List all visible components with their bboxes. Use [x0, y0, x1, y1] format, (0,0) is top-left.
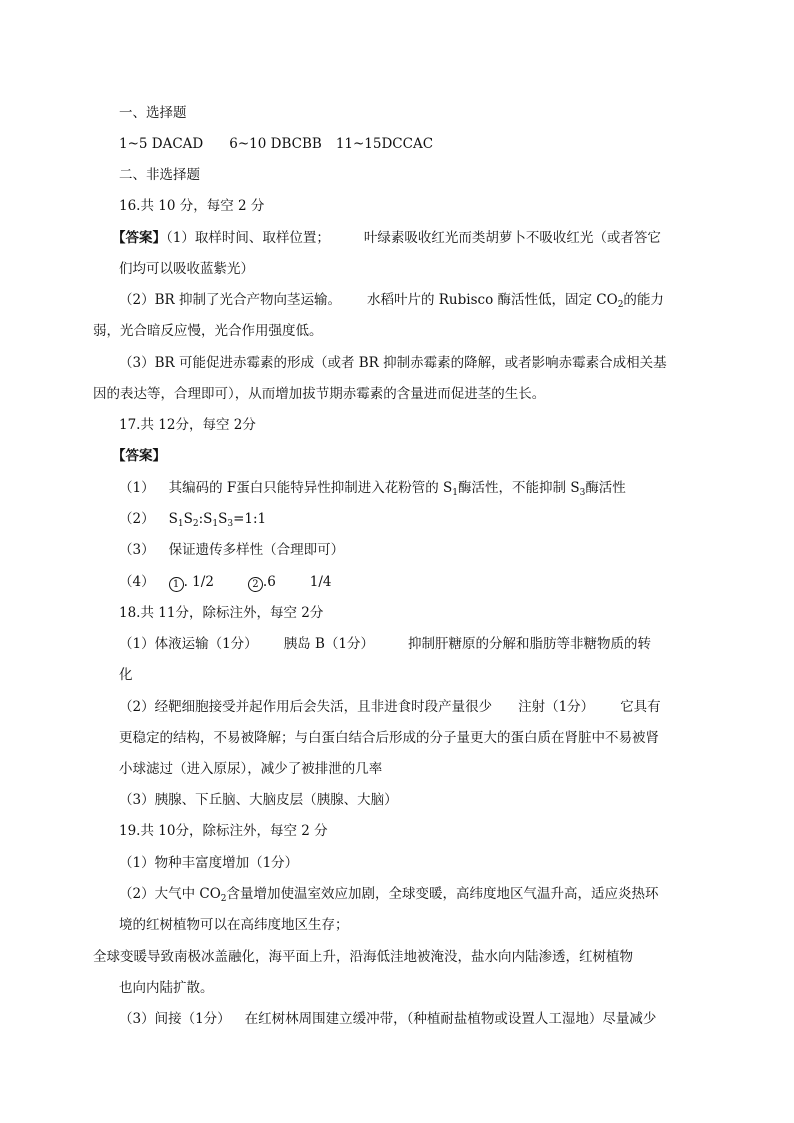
q18-p1-part4: 化: [119, 667, 133, 683]
circled-number-2-icon: 2: [248, 577, 263, 592]
q16-p2-part2: 水稻叶片的 Rubisco 酶活性低，固定 CO: [366, 292, 618, 308]
circled-number-1-icon: 1: [169, 577, 184, 592]
q17-p1-part2: 酶活性，不能抑制 S: [458, 480, 580, 496]
choice-answers: [119, 135, 433, 153]
q19-p2-co2-sub: 2: [220, 894, 227, 904]
q18-p1-line2: [119, 666, 133, 684]
section-title-choice-text: 一、选择题: [119, 105, 187, 121]
q19-p3-part2: 在红树林周围建立缓冲带，（种植耐盐植物或设置人工湿地）尽量减少: [244, 1011, 657, 1027]
q16-p3-part2: 因的表达等，合理即可），从而增加拔节期赤霉素的含量进而促进茎的生长。: [93, 386, 546, 402]
q16-header: [119, 197, 264, 215]
q17-header-text: 17.共 12分，每空 2分: [119, 417, 256, 433]
q17-p4-value1: . 1/2: [183, 574, 214, 590]
q16-p2-part4: 弱，光合暗反应慢，光合作用强度低。: [93, 323, 323, 339]
q18-header: [119, 604, 323, 622]
q17-p3-num: （3）: [119, 542, 155, 558]
q17-p2-s1: S: [168, 511, 178, 527]
q17-p2-s4-sub: 3: [227, 519, 234, 529]
q17-answer-tag: 【答案】: [112, 448, 166, 464]
q16-p1-part3: 们均可以吸收蓝紫光）: [119, 261, 254, 277]
q16-p2-co2-sub: 2: [617, 300, 624, 310]
q17-p1-sub1: 1: [452, 488, 459, 498]
q19-p2-line2: [119, 916, 349, 934]
q19-p2-line1: [119, 885, 659, 908]
choice-answers-1-5: 1~5 DACAD: [119, 136, 204, 152]
q18-p1-part1: （1）体液运输（1分）: [119, 636, 258, 652]
q19-p2-line3: [93, 948, 633, 966]
q17-p2-ratio: =1:1: [233, 511, 267, 527]
q16-answer-tag: 【答案】: [112, 230, 166, 246]
q17-answer-tag-line: [112, 447, 166, 465]
q18-p1-line1: [119, 635, 651, 653]
q17-p3-text: 保证遗传多样性（合理即可）: [168, 542, 345, 558]
choice-answers-6-10: 6~10 DBCBB: [229, 136, 322, 152]
section-title-nonchoice-text: 二、非选择题: [119, 167, 200, 183]
q17-p1-num: （1）: [119, 480, 155, 496]
q18-p2-part5: 小球滤过（进入原尿），减少了被排泄的几率: [119, 761, 383, 777]
q17-p2-num: （2）: [119, 511, 155, 527]
q16-p3-line1: [119, 354, 667, 372]
q17-p4-value2: .6: [262, 574, 276, 590]
q16-answer-line2: [119, 260, 254, 278]
q19-p3: [119, 1010, 656, 1028]
q19-p1-text: （1）物种丰富度增加（1分）: [119, 855, 299, 871]
q17-p3: [119, 541, 344, 559]
q16-answer-line1: [112, 229, 661, 247]
q16-p2-part1: （2）BR 抑制了光合产物向茎运输。: [119, 292, 341, 308]
q16-p3-line2: [93, 385, 545, 403]
q17-p4-value3: 1/4: [309, 574, 332, 590]
q18-p1-part3: 抑制肝糖原的分解和脂肪等非糖物质的转: [408, 636, 651, 652]
q17-p2-s1-sub: 1: [177, 519, 184, 529]
q17-p2-sep: :: [198, 511, 204, 527]
q16-p2-part3: 的能力: [623, 292, 664, 308]
q16-header-text: 16.共 10 分，每空 2 分: [119, 198, 265, 214]
q18-p3-text: （3）胰腺、下丘脑、大脑皮层（胰腺、大脑）: [119, 792, 398, 808]
q19-p2-part5: 也向内陆扩散。: [119, 980, 214, 996]
q18-p2-part1: （2）经靶细胞接受并起作用后会失活，且非进食时段产量很少: [119, 699, 493, 715]
q17-p2-s4: S: [218, 511, 228, 527]
q19-p2-line4: [119, 979, 214, 997]
q17-p1-sub2: 3: [579, 488, 586, 498]
q17-header: [119, 416, 256, 434]
q18-p2-line2: [119, 729, 659, 747]
q19-p1: [119, 854, 298, 872]
q18-p2-part3: 它具有: [620, 699, 661, 715]
q17-p1-part3: 酶活性: [585, 480, 626, 496]
q16-p2-line1: [119, 291, 664, 314]
q17-p2-s3-sub: 1: [212, 519, 219, 529]
q17-p4: [119, 573, 332, 592]
q19-p2-part4: 全球变暖导致南极冰盖融化，海平面上升，沿海低洼地被淹没，盐水向内陆渗透，红树植物: [93, 949, 633, 965]
q19-p2-part1: （2）大气中 CO: [119, 886, 221, 902]
q18-header-text: 18.共 11分，除标注外，每空 2分: [119, 605, 324, 621]
q16-p1-part2: 叶绿素吸收红光而类胡萝卜不吸收红光（或者答它: [363, 230, 661, 246]
choice-answers-11-15: 11~15DCCAC: [335, 136, 434, 152]
q17-p2: [119, 510, 266, 533]
section-title-choice: [119, 104, 187, 122]
q17-p2-s3: S: [203, 511, 213, 527]
q18-p2-line3: [119, 760, 382, 778]
q18-p2-line1: [119, 698, 661, 716]
q16-p2-line2: [93, 322, 323, 340]
q16-p1-part1: （1）取样时间、取样位置；: [166, 230, 330, 246]
q16-p3-part1: （3）BR 可能促进赤霉素的形成（或者 BR 抑制赤霉素的降解，或者影响赤霉素合成相关基: [119, 355, 667, 371]
q18-p3: [119, 791, 398, 809]
section-title-nonchoice: [119, 166, 200, 184]
q17-p1: [119, 479, 626, 502]
q19-header: [119, 822, 328, 840]
q18-p1-part2: 胰岛 B（1分）: [283, 636, 374, 652]
q17-p1-part1: 其编码的 F蛋白只能特异性抑制进入花粉管的 S: [168, 480, 453, 496]
q17-p2-s2-sub: 2: [192, 519, 199, 529]
q19-p2-part3: 境的红树植物可以在高纬度地区生存；: [119, 917, 349, 933]
q18-p2-part2: 注射（1分）: [518, 699, 595, 715]
q17-p4-num: （4）: [119, 574, 155, 590]
q17-p2-s2: S: [183, 511, 193, 527]
q19-header-text: 19.共 10分，除标注外，每空 2 分: [119, 823, 328, 839]
q19-p2-part2: 含量增加使温室效应加剧，全球变暖，高纬度地区气温升高，适应炎热环: [226, 886, 659, 902]
q19-p3-part1: （3）间接（1分）: [119, 1011, 231, 1027]
q18-p2-part4: 更稳定的结构，不易被降解；与白蛋白结合后形成的分子量更大的蛋白质在肾脏中不易被肾: [119, 730, 659, 746]
